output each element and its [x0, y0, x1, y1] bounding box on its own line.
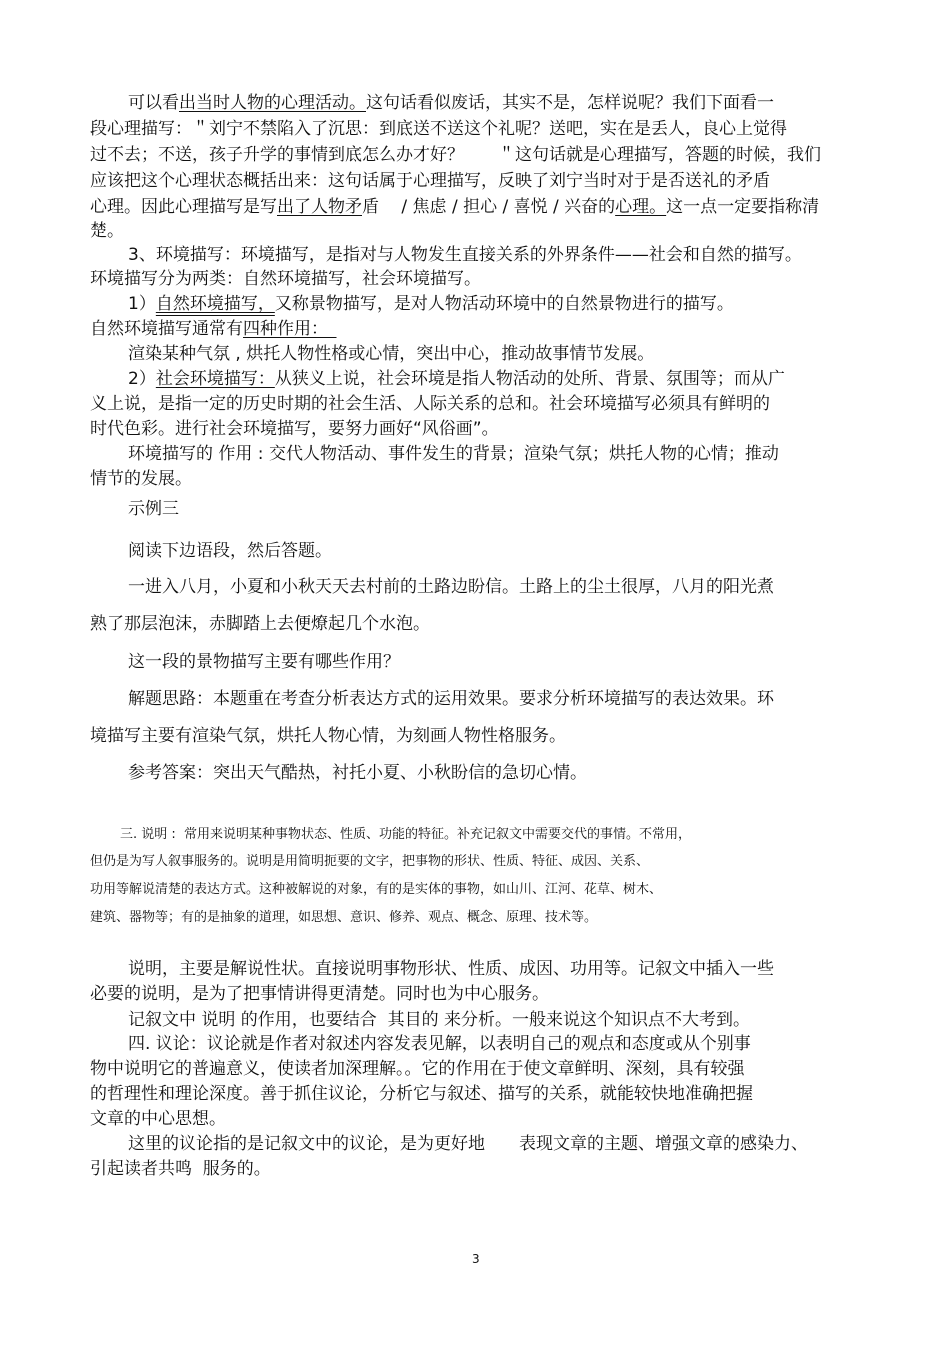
- paragraph-line: 自然环境描写通常有四种作用：: [90, 319, 337, 339]
- paragraph-line: 文章的中心思想。: [90, 1109, 226, 1129]
- paragraph-line: 一进入八月，小夏和小秋天天去村前的土路边盼信。土路上的尘土很厚，八月的阳光煮: [128, 577, 774, 597]
- paragraph-line: 引起读者共鸣 服务的。: [90, 1159, 271, 1179]
- paragraph-line: 物中说明它的普遍意义，使读者加深理解。。它的作用在于使文章鲜明、深刻，具有较强: [90, 1059, 745, 1079]
- underlined-text: 四种作用：: [243, 319, 337, 339]
- paragraph-line: 记叙文中 说明 的作用，也要结合 其目的 来分析。一般来说这个知识点不大考到。: [128, 1010, 751, 1030]
- paragraph-line: 环境描写的 作用 : 交代人物活动、事件发生的背景；渲染气氛；烘托人物的心情；推动: [128, 444, 779, 464]
- paragraph-line: 阅读下边语段，然后答题。: [128, 541, 332, 561]
- page-number: 3: [472, 1252, 480, 1266]
- paragraph-line: 应该把这个心理状态概括出来：这句话属于心理描写，反映了刘宁当时对于是否送礼的矛盾: [90, 171, 770, 191]
- small-paragraph-line: 建筑、器物等；有的是抽象的道理，如思想、意识、修养、观点、概念、原理、技术等。: [90, 910, 598, 925]
- underlined-text: 心理。: [615, 197, 667, 217]
- example-heading: 示例三: [128, 499, 179, 519]
- paragraph-line: 参考答案：突出天气酷热，衬托小夏、小秋盼信的急切心情。: [128, 763, 587, 783]
- paragraph-line: 环境描写分为两类：自然环境描写，社会环境描写。: [90, 269, 481, 289]
- paragraph-line: 楚。: [90, 221, 124, 241]
- paragraph-line: 1）自然环境描写，又称景物描写，是对人物活动环境中的自然景物进行的描写。: [128, 294, 734, 314]
- paragraph-line: 2）社会环境描写：从狭义上说，社会环境是指人物活动的处所、背景、氛围等；而从广: [128, 369, 785, 389]
- paragraph-line: 渲染某种气氛 , 烘托人物性格或心情，突出中心，推动故事情节发展。: [128, 344, 655, 364]
- paragraph-line: 境描写主要有渲染气氛，烘托人物心情，为刻画人物性格服务。: [90, 726, 566, 746]
- underlined-text: 自然环境描写，: [155, 294, 275, 314]
- paragraph-line: 的哲理性和理论深度。善于抓住议论，分析它与叙述、描写的关系，就能较快地准确把握: [90, 1084, 753, 1104]
- paragraph-line: 义上说，是指一定的历史时期的社会生活、人际关系的总和。社会环境描写必须具有鲜明的: [90, 394, 770, 414]
- small-paragraph-line: 但仍是为写人叙事服务的。说明是用简明扼要的文字，把事物的形状、性质、特征、成因、关系、: [90, 854, 650, 869]
- small-paragraph-line: 功用等解说清楚的表达方式。这种被解说的对象，有的是实体的事物，如山川、江河、花草、树木、: [90, 882, 663, 897]
- underlined-text: 社会环境描写：: [155, 369, 275, 389]
- paragraph-line: 熟了那层泡沫，赤脚踏上去便燎起几个水泡。: [90, 614, 430, 634]
- paragraph-line: 可以看出当时人物的心理活动。这句话看似废话，其实不是，怎样说呢？我们下面看一: [128, 93, 774, 113]
- paragraph-line: 必要的说明，是为了把事情讲得更清楚。同时也为中心服务。: [90, 984, 549, 1004]
- paragraph-line: 段心理描写：＂刘宁不禁陷入了沉思：到底送不送这个礼呢？送吧，实在是丢人，良心上觉得: [90, 119, 787, 139]
- paragraph-line: 说明，主要是解说性状。直接说明事物形状、性质、成因、功用等。记叙文中插入一些: [128, 959, 774, 979]
- paragraph-line: 时代色彩。进行社会环境描写，要努力画好“风俗画”。: [90, 419, 499, 439]
- small-paragraph-line: 三. 说明 : 常用来说明某种事物状态、性质、功能的特征。补充记叙文中需要交代的事情。不常用，: [120, 827, 692, 842]
- paragraph-line: 心理。因此心理描写是写出了人物矛盾 / 焦虑 / 担心 / 喜悦 / 兴奋的心理。这一点一定要指称清: [90, 197, 820, 217]
- underlined-text: 出了人物矛: [277, 197, 362, 217]
- paragraph-line: 过不去；不送，孩子升学的事情到底怎么办才好？ ＂这句话就是心理描写，答题的时候，我们: [90, 145, 821, 165]
- paragraph-line: 这一段的景物描写主要有哪些作用？: [128, 652, 400, 672]
- paragraph-line: 情节的发展。: [90, 469, 192, 489]
- underlined-text: 出当时人物的心理活动。: [179, 93, 366, 113]
- section-heading: 四. 议论：议论就是作者对叙述内容发表见解，以表明自己的观点和态度或从个别事: [128, 1034, 751, 1054]
- paragraph-line: 这里的议论指的是记叙文中的议论，是为更好地 表现文章的主题、增强文章的感染力、: [128, 1134, 808, 1154]
- section-heading: 3、环境描写：环境描写，是指对与人物发生直接关系的外界条件——社会和自然的描写。: [128, 245, 802, 265]
- paragraph-line: 解题思路：本题重在考查分析表达方式的运用效果。要求分析环境描写的表达效果。环: [128, 689, 774, 709]
